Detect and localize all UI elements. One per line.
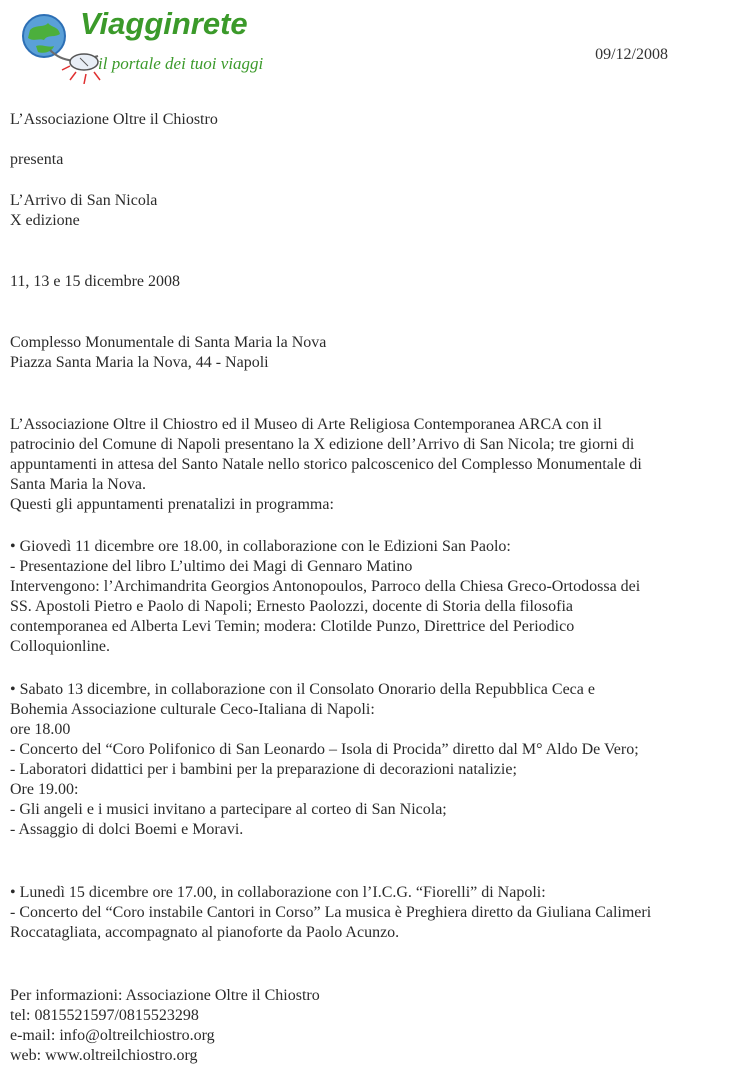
event-block-sabato bbox=[10, 680, 740, 840]
contact-website[interactable]: web: www.oltreilchiostro.org bbox=[10, 1047, 198, 1064]
description-line: L’Associazione Oltre il Chiostro ed il Museo di Arte Religiosa Contemporanea ARCA con il bbox=[10, 416, 602, 433]
contact-email[interactable]: e-mail: info@oltreilchiostro.org bbox=[10, 1027, 215, 1044]
contact-info: Per informazioni: Associazione Oltre il Chiostro bbox=[10, 987, 320, 1004]
description-line: appuntamenti in attesa del Santo Natale nello storico palcoscenico del Complesso Monumentale di bbox=[10, 456, 642, 473]
event-line: - Concerto del “Coro instabile Cantori in Corso” La musica è Preghiera diretto da Giuliana Calimeri bbox=[10, 904, 652, 921]
event-line: - Assaggio di dolci Boemi e Moravi. bbox=[10, 821, 244, 838]
event-line: contemporanea ed Alberta Levi Temin; modera: Clotilde Punzo, Direttrice del Periodico bbox=[10, 618, 575, 635]
event-line: • Sabato 13 dicembre, in collaborazione con il Consolato Onorario della Repubblica Ceca e bbox=[10, 681, 595, 698]
event-line: Roccatagliata, accompagnato al pianoforte da Paolo Acunzo. bbox=[10, 924, 400, 941]
event-line: - Presentazione del libro L’ultimo dei Magi di Gennaro Matino bbox=[10, 558, 413, 575]
event-line: SS. Apostoli Pietro e Paolo di Napoli; Ernesto Paolozzi, docente di Storia della filosofia bbox=[10, 598, 574, 615]
logo-name: Viagginrete bbox=[80, 6, 248, 41]
event-dates: 11, 13 e 15 dicembre 2008 bbox=[10, 273, 181, 290]
event-line: ore 18.00 bbox=[10, 721, 71, 738]
event-line: - Laboratori didattici per i bambini per la preparazione di decorazioni natalizie; bbox=[10, 761, 517, 778]
event-line: Intervengono: l’Archimandrita Georgios Antonopoulos, Parroco della Chiesa Greco-Ortodossa dei bbox=[10, 578, 641, 595]
site-logo[interactable] bbox=[14, 6, 284, 84]
event-title: L’Arrivo di San Nicola bbox=[10, 192, 158, 209]
contacts-block bbox=[10, 986, 740, 1066]
logo-tagline: il portale dei tuoi viaggi bbox=[98, 54, 264, 73]
event-line: Colloquionline. bbox=[10, 638, 110, 655]
event-line: - Concerto del “Coro Polifonico di San Leonardo – Isola di Procida” diretto dal M° Aldo De Vero; bbox=[10, 741, 639, 758]
event-edition: X edizione bbox=[10, 212, 80, 229]
presents-line: presenta bbox=[10, 151, 64, 168]
event-block-giovedi bbox=[10, 537, 740, 657]
event-line: • Lunedì 15 dicembre ore 17.00, in collaborazione con l’I.C.G. “Fiorelli” di Napoli: bbox=[10, 884, 546, 901]
venue-address: Piazza Santa Maria la Nova, 44 - Napoli bbox=[10, 354, 269, 371]
description-line: Santa Maria la Nova. bbox=[10, 476, 146, 493]
event-block-lunedi bbox=[10, 883, 740, 943]
contact-phone: tel: 0815521597/0815523298 bbox=[10, 1007, 199, 1024]
description-paragraph bbox=[10, 415, 740, 515]
document-date: 09/12/2008 bbox=[595, 46, 668, 63]
event-line: - Gli angeli e i musici invitano a partecipare al corteo di San Nicola; bbox=[10, 801, 447, 818]
organizer: L’Associazione Oltre il Chiostro bbox=[10, 111, 218, 128]
event-line: • Giovedì 11 dicembre ore 18.00, in collaborazione con le Edizioni San Paolo: bbox=[10, 538, 511, 555]
venue-name: Complesso Monumentale di Santa Maria la Nova bbox=[10, 334, 327, 351]
event-line: Bohemia Associazione culturale Ceco-Italiana di Napoli: bbox=[10, 701, 375, 718]
event-line: Ore 19.00: bbox=[10, 781, 79, 798]
description-line: patrocinio del Comune di Napoli presentano la X edizione dell’Arrivo di San Nicola; tre giorni di bbox=[10, 436, 635, 453]
description-line: Questi gli appuntamenti prenatalizi in programma: bbox=[10, 496, 334, 513]
